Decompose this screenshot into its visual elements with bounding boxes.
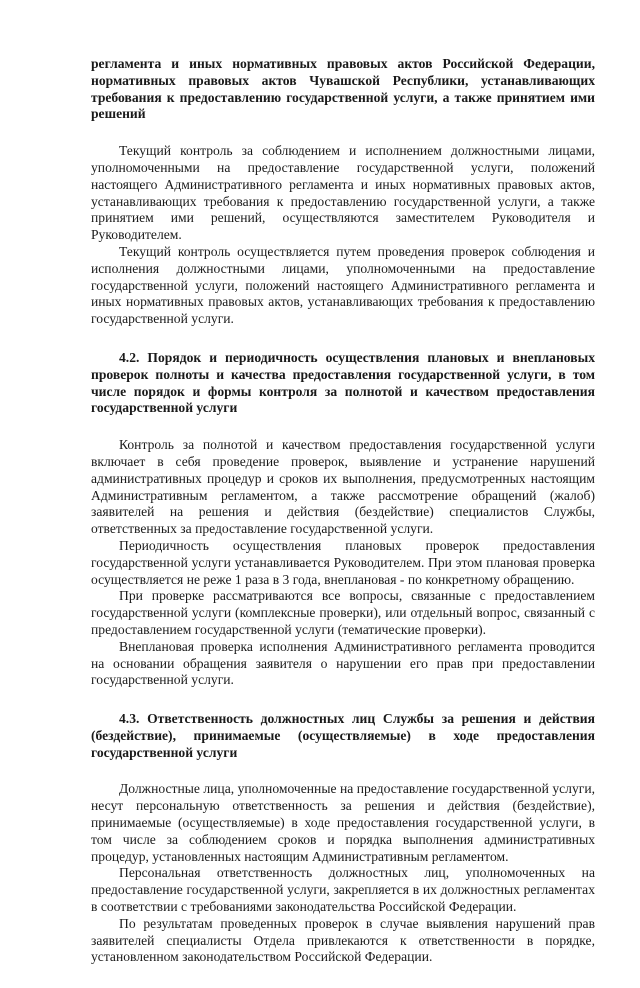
section-heading: 4.2. Порядок и периодичность осуществления плановых и внеплановых проверок полноты и качества предоставления государственной услуги, в том числе порядок и формы контроля за полнотой и качеством предоставления государственной услуги <box>91 349 595 416</box>
paragraph: Персональная ответственность должностных лиц, уполномоченных на предоставление государственной услуги, закрепляется в их должностных регламентах в соответствии с требованиями законодательства Российской Федерации. <box>91 865 595 915</box>
paragraph: Периодичность осуществления плановых проверок предоставления государственной услуги устанавливается Руководителем. При этом плановая проверка осуществляется не реже 1 раза в 3 года, внеплановая - по конкретному обращению. <box>91 537 595 587</box>
section-continuation <box>91 56 595 328</box>
section-4-3 <box>91 711 595 966</box>
paragraph: При проверке рассматриваются все вопросы, связанные с предоставлением государственной услуги (комплексные проверки), или отдельный вопрос, связанный с предоставлением государственной услуги (тематические проверки). <box>91 588 595 637</box>
paragraph: По результатам проведенных проверок в случае выявления нарушений прав заявителей специалисты Отдела привлекаются к ответственности в порядке, установленном законодательством Российской Федерации. <box>91 915 595 965</box>
paragraph: Текущий контроль за соблюдением и исполнением должностными лицами, уполномоченными на предоставление государственной услуги, положений настоящего Административного регламента и иных нормативных правовых актов, устанавливающих требования к предоставлению государственной услуги, а также принятием ими решений, осуществляются заместителем Руководителя и Руководителем. <box>91 143 595 243</box>
section-heading: регламента и иных нормативных правовых актов Российской Федерации, нормативных правовых актов Чувашской Республики, устанавливающих требования к предоставлению государственной услуги, а также принятием ими решений <box>91 56 595 122</box>
paragraph: Внеплановая проверка исполнения Административного регламента проводится на основании обращения заявителя о нарушении его прав при предоставлении государственной услуги. <box>91 638 595 688</box>
paragraph: Должностные лица, уполномоченные на предоставление государственной услуги, несут персональную ответственность за решения и действия (бездействие), принимаемые (осуществляемые) в ходе предоставления государственной услуги, в том числе за соблюдением сроков и порядка выполнения административных процедур, установленных настоящим Административным регламентом. <box>91 781 595 864</box>
document-body <box>91 56 595 988</box>
section-4-2 <box>91 350 595 689</box>
paragraph: Контроль за полнотой и качеством предоставления государственной услуги включает в себя проведение проверок, выявление и устранение нарушений административных процедур и сроков их выполнения, предусмотренных настоящим Административным регламентом, а также рассмотрение обращений (жалоб) заявителей на решения и действия (бездействие) специалистов Службы, ответственных за предоставление государственной услуги. <box>91 437 595 537</box>
paragraph: Текущий контроль осуществляется путем проведения проверок соблюдения и исполнения должностными лицами, уполномоченными на предоставление государственной услуги, положений настоящего Административного регламента и иных нормативных правовых актов, устанавливающих требования к предоставлению государственной услуги. <box>91 243 595 327</box>
section-heading: 4.3. Ответственность должностных лиц Службы за решения и действия (бездействие), принимаемые (осуществляемые) в ходе предоставления государственной услуги <box>91 711 595 760</box>
